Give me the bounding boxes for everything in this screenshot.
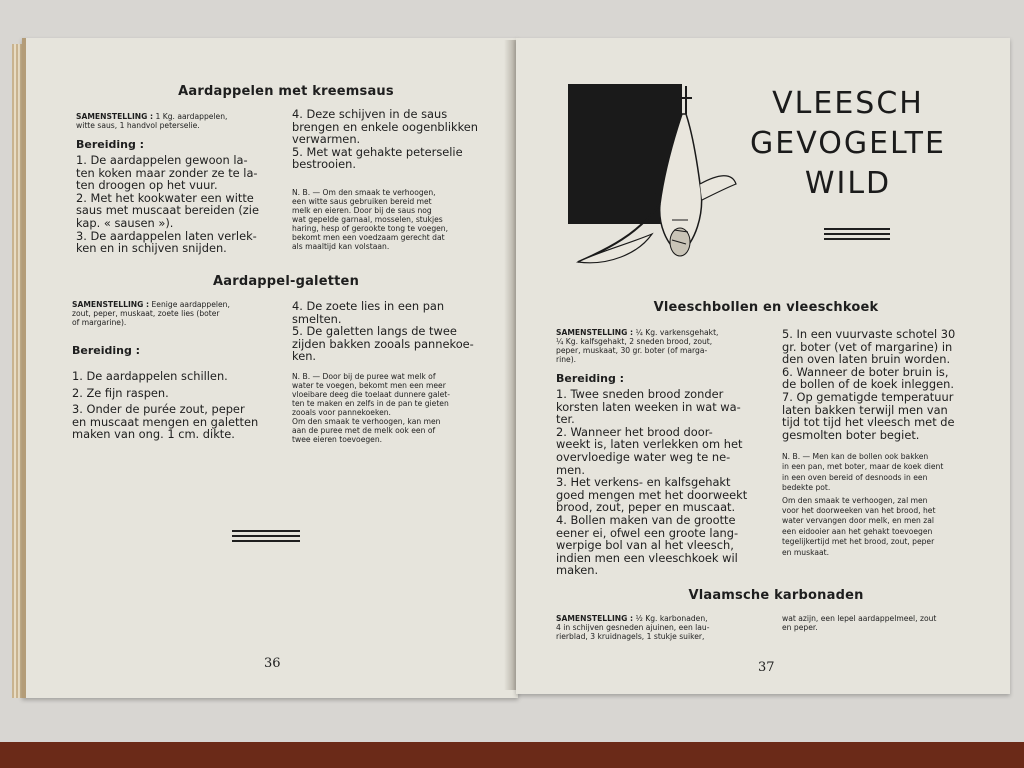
step-line: gr. boter (vet of margarine) in	[782, 339, 953, 354]
step-line: 1. De aardappelen schillen.	[72, 369, 228, 383]
step-line: ken.	[292, 349, 317, 364]
ingredients-line: en peper.	[782, 623, 818, 632]
nb-line: bedekte pot.	[782, 483, 831, 493]
step-line: 6. Wanneer de boter bruin is,	[782, 364, 949, 379]
step-line: den oven laten bruin worden.	[782, 352, 951, 367]
nb-note	[292, 372, 492, 444]
samenstelling-label: SAMENSTELLING :	[72, 300, 150, 309]
step-line: 1. Twee sneden brood zonder	[556, 387, 724, 401]
step-line: 2. Met het kookwater een witte	[76, 190, 254, 205]
nb-note	[782, 452, 982, 558]
steps-column-left	[72, 370, 282, 441]
step-line: verwarmen.	[292, 132, 361, 147]
step-line: 3. Onder de purée zout, peper	[72, 402, 245, 417]
ingredients-line: ¼ Kg. varkensgehakt,	[635, 328, 719, 337]
nb-note	[292, 188, 492, 251]
step-line: zijden bakken zooals pannekoe-	[292, 336, 474, 351]
nb-line: voor het doorweeken van het brood, het	[782, 506, 936, 516]
nb-line: zooals voor pannekoeken.	[292, 408, 391, 417]
nb-line: een witte saus gebruiken bereid met	[292, 197, 432, 206]
step-line: ten droogen op het vuur.	[76, 178, 218, 193]
step-line: de bollen of de koek inleggen.	[782, 377, 954, 392]
nb-line: wat gepelde garnaal, mosselen, stukjes	[292, 215, 443, 224]
step-line: saus met muscaat bereiden (zie	[76, 203, 259, 218]
step-line: men.	[556, 462, 585, 477]
ingredients-continued	[782, 614, 982, 632]
step-line: 4. Deze schijven in de saus	[292, 107, 448, 121]
bereiding-label: Bereiding :	[76, 138, 145, 151]
step-line: weekt is, laten verlekken om het	[556, 437, 743, 452]
step-line: 5. Met wat gehakte peterselie	[292, 144, 463, 159]
nb-line: vloeibare deeg die toelaat dunnere galet-	[292, 390, 451, 399]
step-line: ter.	[556, 412, 575, 427]
ingredients-line: peper, muskaat, 30 gr. boter (of marga-	[556, 346, 708, 355]
bereiding-label: Bereiding :	[72, 344, 141, 357]
ingredients	[76, 112, 276, 130]
step-line: 3. Het verkens- en kalfsgehakt	[556, 475, 731, 490]
nb-line: tegelijkertijd met het brood, zout, peper	[782, 537, 935, 547]
step-line: 1. De aardappelen gewoon la-	[76, 153, 248, 167]
nb-line: bekomt men een voedzaam gerecht dat	[292, 233, 445, 242]
recipe-title: Aardappel-galetten	[212, 274, 360, 289]
step-line: bestrooien.	[292, 157, 357, 172]
step-line: brengen en enkele oogenblikken	[292, 119, 479, 134]
ingredients-line: ¼ Kg. kalfsgehakt, 2 sneden brood, zout,	[556, 337, 713, 346]
step-line: tijd tot tijd het vleesch met de	[782, 415, 955, 430]
right-page	[516, 38, 1010, 694]
page-number: 37	[758, 660, 775, 675]
nb-line: melk en eieren. Door bij de saus nog	[292, 206, 432, 215]
step-line: 3. De aardappelen laten verlek-	[76, 228, 257, 243]
step-line: 4. De zoete lies in een pan	[292, 299, 445, 313]
samenstelling-label: SAMENSTELLING :	[76, 112, 154, 121]
table-surface	[0, 742, 1024, 768]
step-line: en muscaat mengen en galetten	[72, 414, 259, 429]
samenstelling-label: SAMENSTELLING :	[556, 614, 634, 623]
steps-column-right	[782, 328, 982, 441]
step-line: kap. « sausen »).	[76, 215, 174, 230]
step-line: ken en in schijven snijden.	[76, 241, 227, 256]
recipe-title: Vleeschbollen en vleeschkoek	[653, 300, 879, 315]
step-line: indien men een vleeschkoek wil	[556, 550, 738, 565]
step-line: werpige bol van al het vleesch,	[556, 538, 734, 553]
step-line: smelten.	[292, 311, 342, 326]
step-line: 2. Wanneer het brood door-	[556, 424, 713, 439]
nb-line: Om den smaak te verhoogen, zal men	[782, 495, 928, 505]
recipe-title: Vlaamsche karbonaden	[688, 588, 864, 603]
steps-column-left	[556, 388, 766, 577]
nb-line: en muskaat.	[782, 547, 830, 557]
section-divider	[232, 530, 300, 544]
chapter-title-line: VLEESCH	[772, 86, 924, 121]
ingredients	[72, 300, 282, 327]
section-divider	[824, 228, 890, 242]
nb-line: twee eieren toevoegen.	[292, 435, 383, 444]
ingredients	[556, 614, 766, 641]
step-line: 2. Ze fijn raspen.	[72, 385, 169, 400]
step-line: korsten laten weeken in wat wa-	[556, 399, 741, 414]
bereiding-label: Bereiding :	[556, 372, 625, 385]
nb-line: als maaltijd kan volstaan.	[292, 242, 390, 251]
step-line: 5. De galetten langs de twee	[292, 324, 457, 339]
nb-line: Om den smaak te verhoogen, kan men	[292, 417, 441, 426]
step-line: maken van ong. 1 cm. dikte.	[72, 427, 235, 442]
ingredients	[556, 328, 766, 364]
nb-line: aan de puree met de melk ook een of	[292, 426, 436, 435]
nb-line: water te voegen, bekomt men een meer	[292, 381, 446, 390]
step-line: overvloedige water weg te ne-	[556, 449, 731, 464]
step-line: maken.	[556, 563, 599, 578]
step-line: 5. In een vuurvaste schotel 30	[782, 327, 956, 341]
steps-column-right	[292, 300, 492, 363]
ingredients-line: of margarine).	[72, 318, 127, 327]
ingredients-line: ½ Kg. karbonaden,	[635, 614, 708, 623]
ingredients-line: zout, peper, muskaat, zoete lies (boter	[72, 309, 220, 318]
step-line: gesmolten boter begiet.	[782, 427, 920, 442]
chapter-title	[738, 84, 958, 204]
samenstelling-label: SAMENSTELLING :	[556, 328, 634, 337]
nb-line: ten te maken en zelfs in de pan te gieten	[292, 399, 449, 408]
ingredients-line: rine).	[556, 355, 577, 364]
step-line: ten koken maar zonder ze te la-	[76, 165, 258, 180]
ingredients-line: witte saus, 1 handvol peterselie.	[76, 121, 200, 130]
recipe-title: Aardappelen met kreemsaus	[178, 84, 394, 99]
step-line: 7. Op gematigde temperatuur	[782, 389, 954, 404]
step-line: goed mengen met het doorweekt	[556, 487, 748, 502]
ingredients-line: wat azijn, een lepel aardappelmeel, zout	[782, 614, 937, 623]
steps-column-left	[76, 154, 276, 255]
nb-line: in een pan, met boter, maar de koek dient	[782, 462, 944, 472]
nb-line: N. B. — Men kan de bollen ook bakken	[782, 452, 929, 461]
nb-line: in een oven bereid of desnoods in een	[782, 472, 928, 482]
step-line: brood, zout, peper en muscaat.	[556, 500, 736, 515]
ingredients-line: 1 Kg. aardappelen,	[155, 112, 228, 121]
ingredients-line: rierblad, 3 kruidnagels, 1 stukje suiker,	[556, 632, 705, 641]
game-birds-illustration	[568, 84, 738, 268]
step-line: eener ei, ofwel een groote lang-	[556, 525, 739, 540]
chapter-title-line: WILD	[804, 166, 892, 201]
steps-column-right	[292, 108, 492, 171]
ingredients-line: Eenige aardappelen,	[151, 300, 230, 309]
ingredients-line: 4 in schijven gesneden ajuinen, een lau-	[556, 623, 710, 632]
page-number: 36	[264, 656, 281, 671]
nb-line: een eidooier aan het gehakt toevoegen	[782, 526, 933, 536]
chapter-title-line: GEVOGELTE	[750, 126, 946, 161]
step-line: 4. Bollen maken van de grootte	[556, 512, 736, 527]
nb-line: N. B. — Om den smaak te verhoogen,	[292, 188, 436, 197]
left-page	[22, 38, 518, 698]
nb-line: haring, hesp of gerookte tong te voegen,	[292, 224, 449, 233]
nb-line: water vervangen door melk, en men zal	[782, 516, 935, 526]
nb-line: N. B. — Door bij de puree wat melk of	[292, 372, 436, 381]
step-line: laten bakken terwijl men van	[782, 402, 948, 417]
